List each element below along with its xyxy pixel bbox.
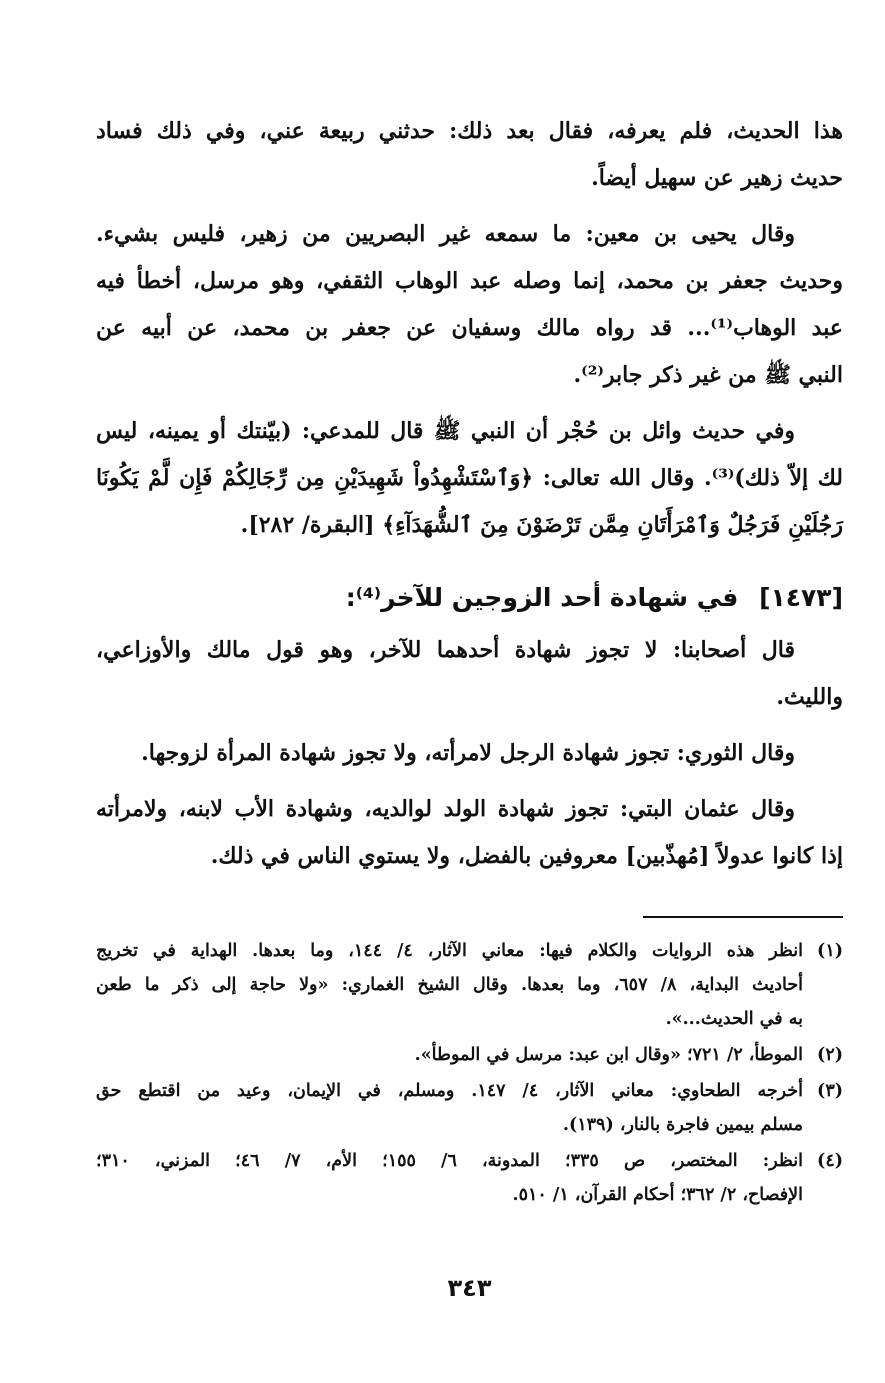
footnote-item	[96, 1074, 843, 1142]
footnote-line: انظر هذه الروايات والكلام فيها: معاني الآثار، ٤/ ١٤٤، وما بعدها. الهداية في تخريج	[96, 941, 803, 961]
text-line: والليث.	[776, 684, 843, 710]
text-line: قال أصحابنا: لا تجوز شهادة أحدهما للآخر، وهو قول مالك والأوزاعي،	[96, 637, 795, 663]
section-title: في شهادة أحد الزوجين للآخر⁽⁴⁾:	[345, 583, 739, 612]
footnote-line: مسلم بيمين فاجرة بالنار، (١٣٩).	[562, 1115, 803, 1135]
text-line: هذا الحديث، فلم يعرفه، فقال بعد ذلك: حدثني ربيعة عني، وفي ذلك فساد	[96, 118, 843, 144]
paragraph-1	[96, 108, 843, 202]
text-line: النبي ﷺ من غير ذكر جابر⁽²⁾.	[573, 362, 843, 388]
footnote-marker: (٢)	[817, 1045, 843, 1065]
footnote-text	[96, 934, 803, 1036]
paragraph-6	[96, 786, 843, 880]
footnote-line: أخرجه الطحاوي: معاني الآثار، ٤/ ١٤٧. ومسلم، في الإيمان، وعيد من اقتطع حق	[96, 1081, 803, 1101]
footnote-text	[96, 1144, 803, 1212]
section-heading	[96, 575, 843, 621]
page-number: ٣٤٣	[447, 1274, 492, 1302]
footnote-marker: (٣)	[817, 1081, 843, 1101]
footnote-line: الإفصاح، ٢/ ٣٦٢؛ أحكام القرآن، ١/ ٥١٠.	[512, 1185, 803, 1205]
footnote-item	[96, 934, 843, 1036]
footnote-line: الموطأ، ٢/ ٧٢١؛ «وقال ابن عبد: مرسل في الموطأ».	[414, 1045, 803, 1065]
paragraph-4	[96, 627, 843, 721]
page-content	[96, 108, 843, 1383]
paragraph-2	[96, 211, 843, 399]
footnote-line: أحاديث البداية، ٨/ ٦٥٧، وما بعدها. وقال الشيخ الغماري: «ولا حاجة إلى ذكر ما طعن	[96, 975, 804, 995]
footnote-marker: (٤)	[817, 1151, 843, 1171]
text-line: وحديث جعفر بن محمد، إنما وصله عبد الوهاب الثقفي، وهو مرسل، أخطأ فيه	[96, 268, 843, 294]
footnote-divider	[643, 916, 843, 918]
footnote-item	[96, 1144, 843, 1212]
paragraph-3	[96, 408, 843, 549]
footnote-text	[96, 1038, 803, 1072]
text-line: حديث زهير عن سهيل أيضاً.	[591, 165, 843, 191]
text-line: وقال يحيى بن معين: ما سمعه غير البصريين من زهير، فليس بشيء.	[96, 221, 795, 247]
paragraph-5	[96, 730, 843, 777]
text-line: إذا كانوا عدولاً [مُهذّبين] معروفين بالفضل، ولا يستوي الناس في ذلك.	[210, 843, 843, 869]
section-number: [١٤٧٣]	[759, 583, 843, 612]
footnote-item	[96, 1038, 843, 1072]
footnote-text	[96, 1074, 803, 1142]
quran-verse-line: لك إلاّ ذلك)⁽³⁾. وقال الله تعالى: ﴿وَٱسْتَشْهِدُواْ شَهِيدَيْنِ مِن رِّجَالِكُمْ فَإِن لَّمْ يَكُونَا	[96, 465, 844, 491]
text-line: وقال عثمان البتي: تجوز شهادة الولد لوالديه، وشهادة الأب لابنه، ولامرأته	[96, 796, 795, 822]
footnote-marker: (١)	[817, 941, 843, 961]
footnotes	[96, 934, 843, 1214]
footnote-line: انظر: المختصر، ص ٣٣٥؛ المدونة، ٦/ ١٥٥؛ الأم، ٧/ ٤٦؛ المزني، ٣١٠؛	[96, 1151, 803, 1171]
text-line: عبد الوهاب⁽¹⁾... قد رواه مالك وسفيان عن جعفر بن محمد، عن أبيه عن	[96, 315, 843, 341]
footnote-line: به في الحديث...».	[665, 1009, 803, 1029]
text-line: وقال الثوري: تجوز شهادة الرجل لامرأته، ولا تجوز شهادة المرأة لزوجها.	[141, 740, 795, 766]
text-line: وفي حديث وائل بن حُجْر أن النبي ﷺ قال للمدعي: (بيّنتك أو يمينه، ليس	[96, 418, 795, 444]
quran-verse-line: رَجُلَيْنِ فَرَجُلٌ وَٱمْرَأَتَانِ مِمَّن تَرْضَوْنَ مِنَ ٱلشُّهَدَآءِ﴾ [البقرة/ ٢٨٢].	[240, 512, 843, 538]
